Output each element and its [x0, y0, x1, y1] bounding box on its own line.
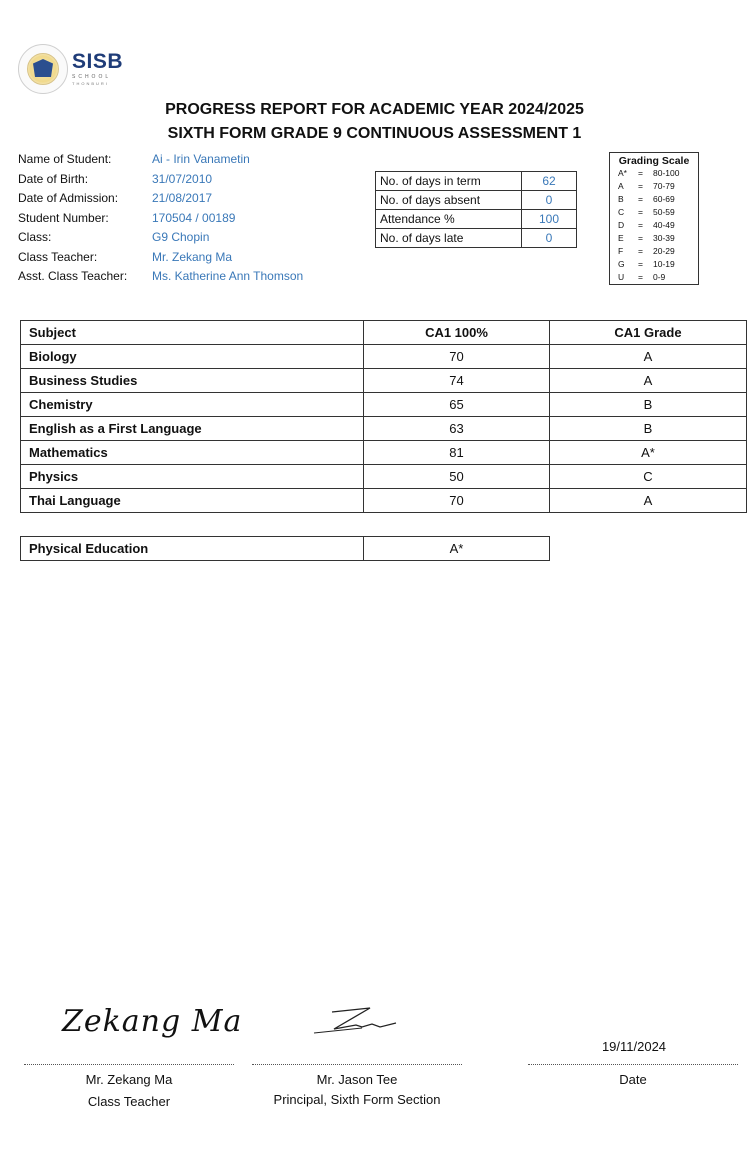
- info-value: Ms. Katherine Ann Thomson: [152, 269, 304, 283]
- attendance-label: Attendance %: [376, 210, 522, 229]
- grade-row: [618, 194, 698, 205]
- logo-wordmark: SISB: [72, 50, 124, 73]
- teacher-name: Mr. Zekang Ma: [85, 1072, 173, 1087]
- grade-range: 40-49: [653, 220, 675, 230]
- date-label: Date: [619, 1072, 647, 1087]
- attendance-value: 0: [522, 191, 577, 210]
- subject-cell: Physical Education: [21, 537, 364, 561]
- info-label: Name of Student:: [18, 152, 112, 166]
- report-title: PROGRESS REPORT FOR ACADEMIC YEAR 2024/2025: [165, 101, 584, 118]
- info-value: G9 Chopin: [152, 230, 210, 244]
- table-row: [21, 369, 747, 393]
- table-row: [376, 172, 577, 191]
- grade-row: [618, 233, 698, 244]
- grade-range: 0-9: [653, 272, 666, 282]
- grade-row: [618, 246, 698, 257]
- subject-cell: English as a First Language: [21, 417, 364, 441]
- grade-equals: =: [638, 207, 643, 217]
- grade-equals: =: [638, 272, 643, 282]
- grade-letter: A: [618, 181, 624, 191]
- attendance-value: 0: [522, 229, 577, 248]
- grade-row: [618, 220, 698, 231]
- signature-date: 19/11/2024: [601, 1039, 667, 1054]
- grade-cell: A: [550, 369, 747, 393]
- table-row: [21, 345, 747, 369]
- grade-letter: E: [618, 233, 624, 243]
- principal-signature: [310, 1003, 400, 1035]
- divider: [24, 1064, 234, 1065]
- grade-range: 70-79: [653, 181, 675, 191]
- table-row: [21, 441, 747, 465]
- table-row: [21, 537, 550, 561]
- info-value: Ai - Irin Vanametin: [152, 152, 250, 166]
- grade-equals: =: [638, 220, 643, 230]
- grade-range: 80-100: [653, 168, 680, 178]
- subject-cell: Chemistry: [21, 393, 364, 417]
- grade-row: [618, 168, 698, 179]
- table-row: [21, 393, 747, 417]
- subject-cell: Business Studies: [21, 369, 364, 393]
- info-value: 170504 / 00189: [152, 210, 236, 225]
- column-header: CA1 Grade: [550, 321, 747, 345]
- info-value: 21/08/2017: [152, 191, 213, 205]
- grade-cell: A: [550, 345, 747, 369]
- grade-row: [618, 259, 698, 270]
- grading-scale-title: Grading Scale: [618, 155, 690, 167]
- grade-range: 60-69: [653, 194, 675, 204]
- column-header: Subject: [21, 321, 364, 345]
- grade-range: 10-19: [653, 259, 675, 269]
- info-label: Date of Admission:: [18, 191, 119, 205]
- subject-cell: Thai Language: [21, 489, 364, 513]
- attendance-label: No. of days in term: [376, 172, 522, 191]
- teacher-signature: Zekang Ma: [62, 1004, 243, 1039]
- grade-letter: A*: [618, 168, 627, 178]
- principal-role: Principal, Sixth Form Section: [273, 1092, 441, 1107]
- score-cell: 63: [364, 417, 550, 441]
- divider: [528, 1064, 738, 1065]
- logo-subtext: SCHOOL: [72, 74, 112, 80]
- table-row: [376, 210, 577, 229]
- table-row: [376, 191, 577, 210]
- score-cell: 70: [364, 489, 550, 513]
- attendance-label: No. of days absent: [376, 191, 522, 210]
- info-label: Class:: [18, 230, 52, 244]
- grade-cell: A: [550, 489, 747, 513]
- table-row: [21, 489, 747, 513]
- grade-equals: =: [638, 168, 643, 178]
- grade-range: 30-39: [653, 233, 675, 243]
- school-crest-icon: [18, 44, 68, 94]
- grade-letter: U: [618, 272, 625, 282]
- grade-letter: F: [618, 246, 624, 256]
- subject-cell: Physics: [21, 465, 364, 489]
- results-table: [20, 320, 747, 513]
- grading-scale: [609, 152, 699, 285]
- info-value: 31/07/2010: [152, 171, 213, 186]
- grade-cell: B: [550, 417, 747, 441]
- logo-subtext-2: THONBURI: [72, 81, 109, 86]
- attendance-label: No. of days late: [376, 229, 522, 248]
- grade-cell: C: [550, 465, 747, 489]
- grade-letter: C: [618, 207, 625, 217]
- score-cell: 65: [364, 393, 550, 417]
- divider: [252, 1064, 462, 1065]
- score-cell: 74: [364, 369, 550, 393]
- score-cell: 70: [364, 345, 550, 369]
- grade-cell: A*: [364, 537, 550, 561]
- grade-equals: =: [638, 259, 643, 269]
- principal-name: Mr. Jason Tee: [316, 1072, 398, 1087]
- grade-equals: =: [638, 246, 643, 256]
- grade-letter: G: [618, 259, 625, 269]
- table-row: [21, 465, 747, 489]
- subject-cell: Biology: [21, 345, 364, 369]
- grade-equals: =: [638, 194, 643, 204]
- grade-letter: B: [618, 194, 624, 204]
- grade-row: [618, 207, 698, 218]
- info-label: Date of Birth:: [18, 171, 89, 186]
- info-label: Asst. Class Teacher:: [18, 269, 128, 283]
- grade-cell: A*: [550, 441, 747, 465]
- grade-equals: =: [638, 181, 643, 191]
- table-header-row: [21, 321, 747, 345]
- column-header: CA1 100%: [364, 321, 550, 345]
- attendance-value: 100: [522, 210, 577, 229]
- grade-equals: =: [638, 233, 643, 243]
- grade-cell: B: [550, 393, 747, 417]
- report-subtitle: SIXTH FORM GRADE 9 CONTINUOUS ASSESSMENT 1: [167, 125, 582, 142]
- info-label: Class Teacher:: [18, 249, 98, 264]
- info-value: Mr. Zekang Ma: [152, 249, 233, 264]
- grade-range: 50-59: [653, 207, 675, 217]
- grade-letter: D: [618, 220, 625, 230]
- attendance-value: 62: [522, 172, 577, 191]
- info-label: Student Number:: [18, 210, 109, 225]
- score-cell: 81: [364, 441, 550, 465]
- teacher-role: Class Teacher: [87, 1094, 171, 1109]
- table-row: [21, 417, 747, 441]
- grade-row: [618, 181, 698, 192]
- attendance-table: [375, 171, 577, 248]
- grade-range: 20-29: [653, 246, 675, 256]
- score-cell: 50: [364, 465, 550, 489]
- school-logo: [18, 44, 124, 94]
- table-row: [376, 229, 577, 248]
- grade-row: [618, 272, 698, 283]
- pe-table: [20, 536, 550, 561]
- subject-cell: Mathematics: [21, 441, 364, 465]
